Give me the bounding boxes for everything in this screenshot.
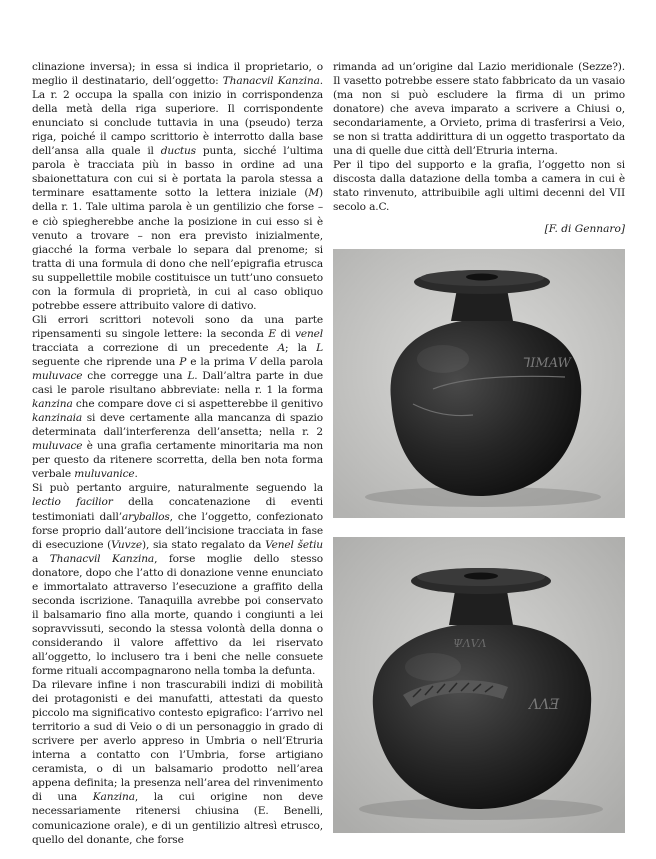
text-run: . Dall’altra parte in due casi le parole risultano abbreviate: nella r. 1 la forma	[32, 370, 323, 397]
italic-run: aryballos	[121, 510, 170, 523]
italic-run: Thanacvil Kanzina	[222, 75, 320, 88]
paragraph-1	[32, 60, 323, 313]
italic-run: kanzinaia	[32, 412, 83, 425]
text-run: , che l’oggetto, confezionato forse proprio dall’autore dell’incisione tracciata in fase di esecuzione (	[32, 510, 323, 551]
text-run: che compare dove ci si aspetterebbe il genitivo	[72, 398, 323, 411]
italic-run: Venel šetiu	[265, 538, 323, 551]
paragraph-5	[333, 60, 625, 158]
paragraph-2	[32, 313, 323, 482]
italic-run: kanzina	[32, 398, 73, 411]
right-column	[333, 60, 625, 215]
text-run: ), sia stato regalato da	[142, 538, 266, 551]
text-run: , forse moglie dello stesso donatore, dopo che l’atto di donazione venne enunciato e immortalato attraverso l’esecuzione a graffito della seconda iscrizione. Tanaquilla avrebbe poi conservato il balsamario fino alla morte, quando i congiunti a lei sopravvissuti, secondo la stessa volontà della donna o considerando il valore affettivo da lei riservato all’oggetto, lo inclusero tra i beni che nelle consuete forme rituali accompagnarono nella tomba la defunta.	[32, 552, 323, 678]
text-run: della concatenazione di eventi testimoniati dall’	[32, 496, 323, 523]
paragraph-4	[32, 678, 323, 847]
paragraph-3	[32, 481, 323, 678]
svg-text:ΨΛVΛ: ΨΛVΛ	[453, 637, 487, 650]
text-run: a	[32, 552, 50, 565]
italic-run: muluvace	[32, 370, 83, 383]
text-run: Si può pertanto arguire, naturalmente seguendo la	[32, 482, 323, 495]
italic-run: A	[277, 341, 286, 354]
text-run: .	[134, 468, 138, 481]
italic-run: ductus	[160, 145, 196, 158]
paragraph-6	[333, 158, 625, 214]
text-run: clinazione inversa); in essa si indica il proprietario, o meglio il destinatario, dell’oggetto:	[32, 61, 323, 88]
text-run: , la cui origine non deve necessariamente ritenersi chiusina (E. Benelli, comunicazione orale), e di un gentilizio altresì etrusco, quello del donante, che forse	[32, 791, 323, 846]
italic-run: Vuvze	[111, 538, 142, 551]
italic-run: E	[268, 327, 276, 340]
author-signature: [F. di Gennaro]	[544, 223, 625, 235]
text-run: è una grafia certamente minoritaria ma non per questo da ritenere scorretta, della ben nota forma verbale	[32, 440, 323, 481]
text-run: Gli errori scrittori notevoli sono da una parte ripensamenti su singole lettere: la seconda	[32, 313, 323, 340]
text-run: . La r. 2 occupa la spalla con inizio in corrispondenza della metà della riga superiore. Il corrispondente enunciato si conclude tuttavia in una (pseudo) terza riga, poiché il campo scrittorio è interrotto dalla base dell’ansa alla quale il	[32, 75, 323, 158]
italic-run: muluvanice	[74, 468, 135, 481]
italic-run: P	[179, 355, 187, 368]
text-run: che corregge una	[82, 370, 188, 383]
italic-run: lectio facilior	[32, 496, 113, 509]
text-run: ; la	[285, 341, 317, 354]
text-run: rimanda ad un’origine dal Lazio meridionale (Sezze?). Il vasetto potrebbe essere stato fabbricato da un vasaio (ma non si può escludere la firma di un primo donatore) che aveva imparato a scrivere a Chiusi o, secondariamente, a Orvieto, prima di trasferirsi a Veio, se non si tratta addirittura di un oggetto trasportato da una di quelle due città dell’Etruria interna.	[333, 61, 625, 158]
text-run: seguente che riprende una	[32, 355, 180, 368]
italic-run: M	[308, 187, 320, 200]
italic-run: V	[248, 355, 257, 368]
text-run: di	[275, 327, 295, 340]
italic-run: Kanzina	[92, 791, 135, 804]
svg-text:ΛΛƎ: ΛΛƎ	[529, 697, 560, 713]
italic-run: L	[316, 341, 324, 354]
text-run: tracciata a correzione di un precedente	[32, 341, 278, 354]
aryballos-photo-2	[333, 537, 625, 833]
svg-text:⅂IMAW: ⅂IMAW	[523, 356, 571, 371]
text-run: Da rilevare infine i non trascurabili indizi di mobilità dei protagonisti e dei manufatti, attestati da questo piccolo ma significativo contesto epigrafico: l’arrivo nel territorio a sud di Veio o di un personaggio in grado di scrivere per averlo appreso in Umbria o nell’Etruria interna a contatto con l’Umbria, forse artigiano ceramista, o di un balsamario prodotto nell’area appena definita; la presenza nell’area del rinvenimento di una	[32, 679, 323, 804]
aryballos-photo-1	[333, 249, 625, 518]
text-run: e la prima	[186, 355, 249, 368]
text-run: ) della r. 1. Tale ultima parola è un gentilizio che forse – e ciò spiegherebbe anche la posizione in cui esso si è venuto a trovare – non era previsto inizialmente, giacché la forma verbale lo separa dal prenome; si tratta di una formula di dono che nell’epigrafia etrusca su suppellettile mobile costituisce un tutt’uno consueto con la formula di proprietà, in cui al caso obliquo potrebbe essere attribuito valore di dativo.	[32, 187, 323, 312]
text-run: punta, sicché l’ultima parola è tracciata più in basso in ordine ad una sbaionettatura con cui si è portata la parola stessa a terminare esattamente sotto la lettera iniziale (	[32, 145, 324, 200]
italic-run: L	[187, 370, 195, 383]
text-run: si deve certamente alla mancanza di spazio determinata dall’interferenza dell’ansetta; nella r. 2	[32, 412, 323, 439]
italic-run: Thanacvil Kanzina	[49, 552, 155, 565]
text-run: Per il tipo del supporto e la grafia, l’oggetto non si discosta dalla datazione della tomba a camera in cui è stato rinvenuto, attribuibile agli ultimi decenni del VII secolo a.C.	[333, 159, 625, 214]
text-run: della parola	[256, 355, 323, 368]
left-column	[32, 60, 323, 847]
italic-run: venel	[294, 327, 323, 340]
italic-run: muluvace	[32, 440, 83, 453]
